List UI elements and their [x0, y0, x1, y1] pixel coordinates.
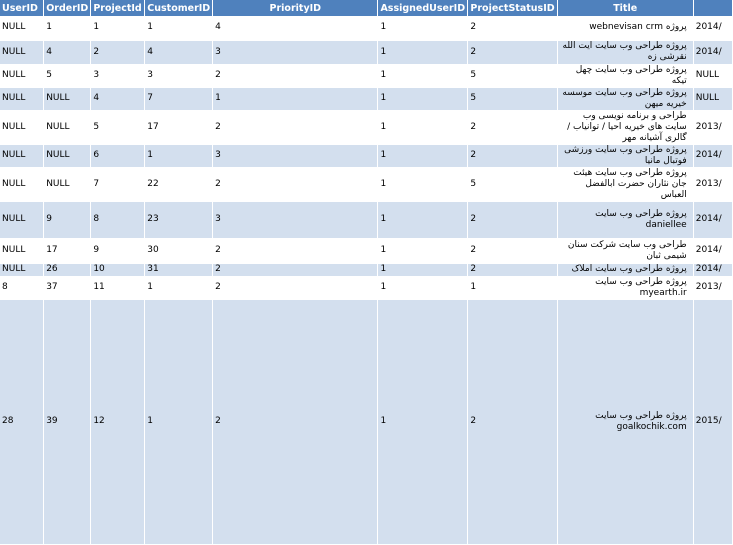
table-row[interactable]: [0, 167, 733, 201]
title-cell[interactable]: پروژه طراحی وب سایت goalkochik.com: [557, 299, 693, 544]
userid-cell[interactable]: NULL: [0, 87, 44, 110]
userid-cell[interactable]: NULL: [0, 64, 44, 87]
title-cell[interactable]: پروژه طراحی وب سایت موسسه خیریه میهن: [557, 87, 693, 110]
title-cell[interactable]: پروژه طراحی وب سایت ورزشی فوتبال مانیا: [557, 144, 693, 167]
date-cell[interactable]: 2014/: [693, 238, 732, 263]
projectstatusid-cell[interactable]: 2: [468, 40, 557, 64]
title-cell[interactable]: پروژه طراحی وب سایت myearth.ir: [557, 276, 693, 299]
title-cell[interactable]: پروژه طراحی وب سایت چهل تیکه: [557, 64, 693, 87]
title-cell[interactable]: پروژه طراحی وب سایت daniellee: [557, 201, 693, 238]
priorityid-cell[interactable]: 1: [213, 87, 378, 110]
projectid-cell[interactable]: 5: [91, 110, 145, 144]
projectstatusid-cell[interactable]: 2: [468, 110, 557, 144]
userid-cell[interactable]: NULL: [0, 201, 44, 238]
projectstatusid-cell[interactable]: 5: [468, 64, 557, 87]
assigneduserid-cell[interactable]: 1: [378, 87, 468, 110]
date-cell[interactable]: 2014/: [693, 201, 732, 238]
customerid-cell[interactable]: 1: [145, 16, 213, 40]
projectstatusid-cell[interactable]: 5: [468, 167, 557, 201]
projectid-cell[interactable]: 1: [91, 16, 145, 40]
date-cell[interactable]: NULL: [693, 64, 732, 87]
customerid-cell[interactable]: 31: [145, 263, 213, 276]
orderid-cell[interactable]: 5: [44, 64, 91, 87]
priorityid-cell[interactable]: 2: [213, 110, 378, 144]
orderid-cell[interactable]: 26: [44, 263, 91, 276]
orderid-cell[interactable]: NULL: [44, 87, 91, 110]
customerid-cell[interactable]: 23: [145, 201, 213, 238]
projectid-cell[interactable]: 3: [91, 64, 145, 87]
userid-cell[interactable]: NULL: [0, 167, 44, 201]
projectid-cell[interactable]: 4: [91, 87, 145, 110]
title-cell[interactable]: طراحی و برنامه نویسی وب سایت های خیریه احیا / توانیاب / گالری آشیانه مهر: [557, 110, 693, 144]
date-cell[interactable]: 2014/: [693, 16, 732, 40]
column-header-title[interactable]: Title: [557, 0, 693, 16]
priorityid-cell[interactable]: 2: [213, 276, 378, 299]
date-cell[interactable]: 2014/: [693, 40, 732, 64]
projectid-cell[interactable]: 10: [91, 263, 145, 276]
column-header-userid[interactable]: UserID: [0, 0, 44, 16]
assigneduserid-cell[interactable]: 1: [378, 16, 468, 40]
projectstatusid-cell[interactable]: 1: [468, 276, 557, 299]
assigneduserid-cell[interactable]: 1: [378, 299, 468, 544]
customerid-cell[interactable]: 1: [145, 276, 213, 299]
title-cell[interactable]: پروژه طراحی وب سایت هیئت جان نثاران حضرت ابالفضل العباس: [557, 167, 693, 201]
customerid-cell[interactable]: 17: [145, 110, 213, 144]
table-row[interactable]: [0, 64, 733, 87]
table-row[interactable]: [0, 238, 733, 263]
projectid-cell[interactable]: 11: [91, 276, 145, 299]
table-row[interactable]: [0, 263, 733, 276]
projectstatusid-cell[interactable]: 2: [468, 238, 557, 263]
title-cell[interactable]: پروژه webnevisan crm: [557, 16, 693, 40]
orderid-cell[interactable]: 1: [44, 16, 91, 40]
priorityid-cell[interactable]: 2: [213, 263, 378, 276]
date-cell[interactable]: 2015/: [693, 299, 732, 544]
assigneduserid-cell[interactable]: 1: [378, 201, 468, 238]
table-row[interactable]: [0, 144, 733, 167]
projectstatusid-cell[interactable]: 2: [468, 201, 557, 238]
orderid-cell[interactable]: 9: [44, 201, 91, 238]
date-cell[interactable]: 2013/: [693, 276, 732, 299]
customerid-cell[interactable]: 7: [145, 87, 213, 110]
projectstatusid-cell[interactable]: 2: [468, 299, 557, 544]
projectstatusid-cell[interactable]: 5: [468, 87, 557, 110]
date-cell[interactable]: 2014/: [693, 263, 732, 276]
column-header-projectid[interactable]: ProjectId: [91, 0, 145, 16]
priorityid-cell[interactable]: 3: [213, 144, 378, 167]
table-row[interactable]: [0, 201, 733, 238]
userid-cell[interactable]: NULL: [0, 110, 44, 144]
assigneduserid-cell[interactable]: 1: [378, 110, 468, 144]
assigneduserid-cell[interactable]: 1: [378, 40, 468, 64]
assigneduserid-cell[interactable]: 1: [378, 263, 468, 276]
assigneduserid-cell[interactable]: 1: [378, 167, 468, 201]
table-row[interactable]: [0, 276, 733, 299]
orderid-cell[interactable]: 37: [44, 276, 91, 299]
projectid-cell[interactable]: 7: [91, 167, 145, 201]
table-row[interactable]: [0, 299, 733, 544]
orderid-cell[interactable]: NULL: [44, 144, 91, 167]
projectid-cell[interactable]: 8: [91, 201, 145, 238]
customerid-cell[interactable]: 30: [145, 238, 213, 263]
userid-cell[interactable]: NULL: [0, 263, 44, 276]
title-cell[interactable]: پروژه طراحی وب سایت آیت الله نقرشی زه: [557, 40, 693, 64]
assigneduserid-cell[interactable]: 1: [378, 238, 468, 263]
header-row: [0, 0, 733, 16]
priorityid-cell[interactable]: 4: [213, 16, 378, 40]
assigneduserid-cell[interactable]: 1: [378, 144, 468, 167]
priorityid-cell[interactable]: 2: [213, 238, 378, 263]
priorityid-cell[interactable]: 2: [213, 64, 378, 87]
customerid-cell[interactable]: 22: [145, 167, 213, 201]
customerid-cell[interactable]: 3: [145, 64, 213, 87]
userid-cell[interactable]: NULL: [0, 40, 44, 64]
column-header-customerid[interactable]: CustomerID: [145, 0, 213, 16]
column-header-projectstatusid[interactable]: ProjectStatusID: [468, 0, 557, 16]
orderid-cell[interactable]: 4: [44, 40, 91, 64]
projectstatusid-cell[interactable]: 2: [468, 16, 557, 40]
priorityid-cell[interactable]: 2: [213, 299, 378, 544]
title-cell[interactable]: طراحی وب سایت شرکت سنان شیمی ثبان: [557, 238, 693, 263]
table-row[interactable]: [0, 16, 733, 40]
userid-cell[interactable]: 8: [0, 276, 44, 299]
title-cell[interactable]: پروژه طراحی وب سایت املاک: [557, 263, 693, 276]
table-row[interactable]: [0, 110, 733, 144]
column-header-assigneduserid[interactable]: AssignedUserID: [378, 0, 468, 16]
projectstatusid-cell[interactable]: 2: [468, 144, 557, 167]
assigneduserid-cell[interactable]: 1: [378, 276, 468, 299]
assigneduserid-cell[interactable]: 1: [378, 64, 468, 87]
date-cell[interactable]: 2013/: [693, 110, 732, 144]
userid-cell[interactable]: NULL: [0, 144, 44, 167]
projectid-cell[interactable]: 2: [91, 40, 145, 64]
orderid-cell[interactable]: NULL: [44, 167, 91, 201]
projectstatusid-cell[interactable]: 2: [468, 263, 557, 276]
priorityid-cell[interactable]: 2: [213, 167, 378, 201]
userid-cell[interactable]: NULL: [0, 238, 44, 263]
priorityid-cell[interactable]: 3: [213, 40, 378, 64]
date-cell[interactable]: 2013/: [693, 167, 732, 201]
customerid-cell[interactable]: 1: [145, 299, 213, 544]
projectid-cell[interactable]: 6: [91, 144, 145, 167]
date-cell[interactable]: NULL: [693, 87, 732, 110]
priorityid-cell[interactable]: 3: [213, 201, 378, 238]
projectid-cell[interactable]: 12: [91, 299, 145, 544]
projectid-cell[interactable]: 9: [91, 238, 145, 263]
table-row[interactable]: [0, 87, 733, 110]
column-header-priorityid[interactable]: PriorityID: [213, 0, 378, 16]
orderid-cell[interactable]: 39: [44, 299, 91, 544]
table-row[interactable]: [0, 40, 733, 64]
customerid-cell[interactable]: 4: [145, 40, 213, 64]
userid-cell[interactable]: 28: [0, 299, 44, 544]
orderid-cell[interactable]: 17: [44, 238, 91, 263]
column-header-date[interactable]: [693, 0, 732, 16]
column-header-orderid[interactable]: OrderID: [44, 0, 91, 16]
orderid-cell[interactable]: NULL: [44, 110, 91, 144]
userid-cell[interactable]: NULL: [0, 16, 44, 40]
date-cell[interactable]: 2014/: [693, 144, 732, 167]
grid-body: [0, 16, 733, 544]
customerid-cell[interactable]: 1: [145, 144, 213, 167]
